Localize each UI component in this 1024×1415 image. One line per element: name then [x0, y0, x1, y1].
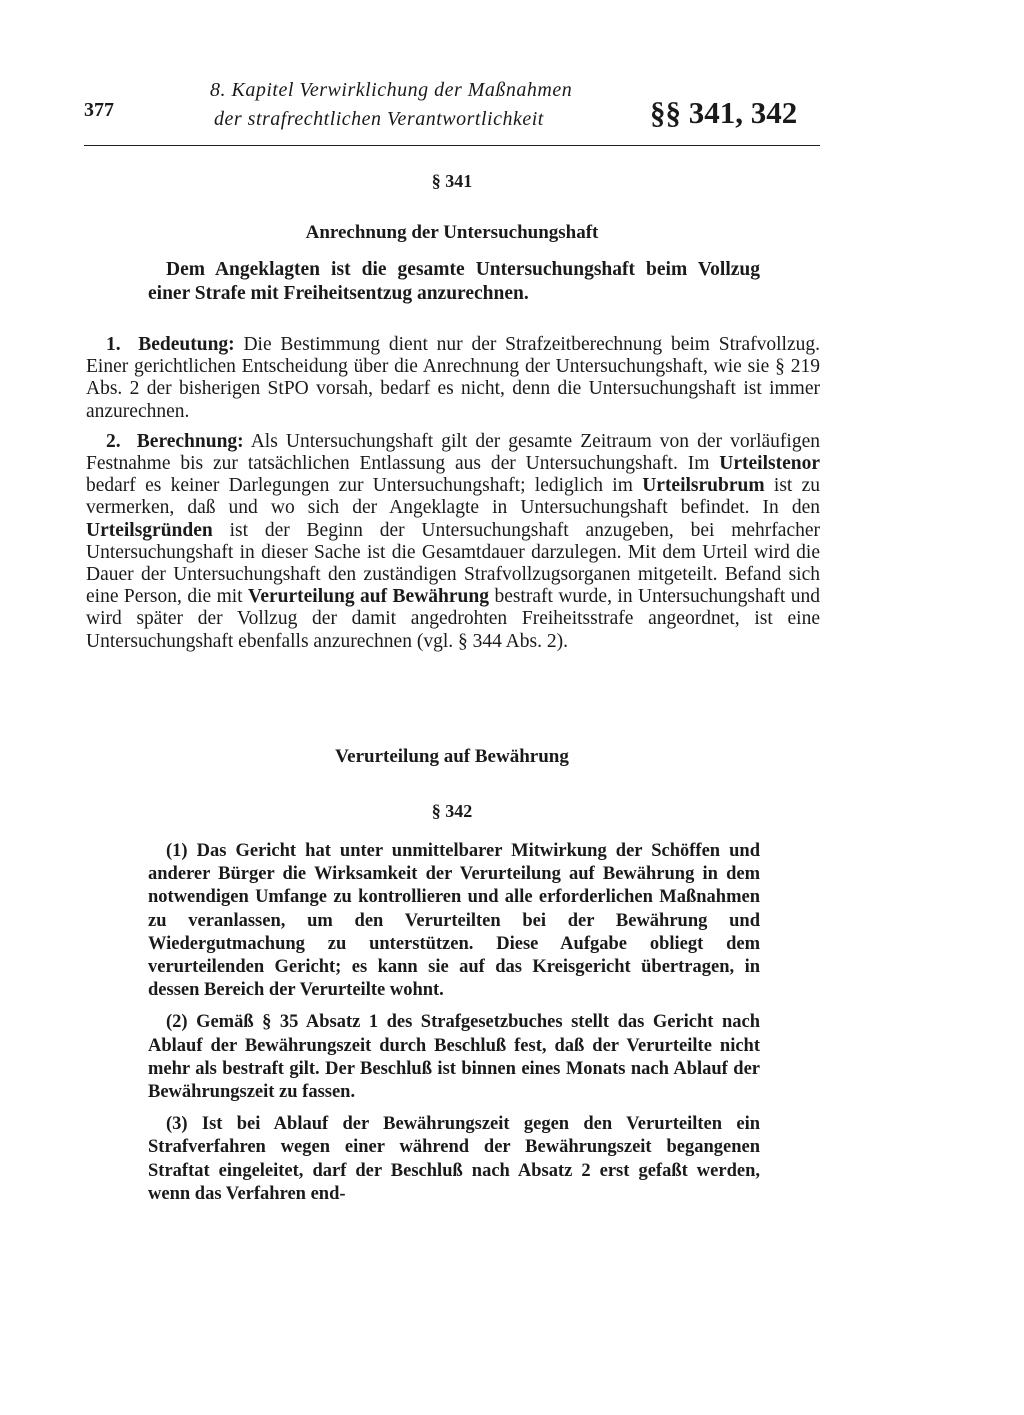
- commentary-term: Urteilsgründen: [86, 519, 213, 541]
- section-references: §§ 341, 342: [650, 95, 798, 130]
- chapter-title-line-1: 8. Kapitel Verwirklichung der Maßnahmen: [210, 79, 573, 101]
- commentary-number: 2.: [106, 430, 121, 452]
- section-341-commentary: [86, 334, 820, 653]
- commentary-heading: Berechnung:: [136, 430, 244, 452]
- chapter-header: [210, 76, 572, 134]
- section-341-law-text: [148, 258, 760, 306]
- commentary-text: Die Bestimmung dient nur der Strafzeitberechnung beim Strafvollzug. Einer gerichtlichen Entscheidung über die Anrechnung der Untersuchungshaft, wie sie § 219 Abs. 2 der bisherigen StPO vorsah, bedarf es nicht, denn die Untersuchungshaft ist immer anzurechnen.: [86, 334, 820, 422]
- law-paragraph-1: (1) Das Gericht hat unter unmittelbarer Mitwirkung der Schöffen und anderer Bürger die Wirksamkeit der Verurteilung auf Bewährung in dem notwendigen Umfange zu kontrollieren und alle erforderlichen Maßnahmen zu veranlassen, um den Verurteilten bei der Bewährung und Wiedergutmachung zu unterstützen. Diese Aufgabe obliegt dem verurteilenden Gericht; es kann sie auf das Kreisgericht übertragen, in dessen Bereich der Verurteilte wohnt.: [148, 841, 760, 1001]
- section-341-title: Anrechnung der Untersuchungshaft: [305, 222, 599, 243]
- commentary-term: Urteilstenor: [719, 453, 821, 475]
- commentary-heading: Bedeutung:: [138, 334, 235, 355]
- section-342-group-title: Verurteilung auf Bewährung: [335, 746, 569, 767]
- page-number: 377: [84, 99, 114, 121]
- commentary-text: ist der Beginn der Untersuchungshaft anzugeben, bei mehrfacher Untersuchungshaft in dieser Sache ist die Gesamtdauer darzulegen. Mit dem Urteil wird die Dauer der Untersuchungshaft den zuständigen Strafvollzugsorganen mitgeteilt. Befand sich eine Person, die mit: [86, 519, 821, 608]
- section-342-law-text: [148, 840, 760, 1206]
- commentary-text: bedarf es keiner Darlegungen zur Untersuchungshaft; lediglich im: [86, 475, 633, 497]
- commentary-number: 1.: [106, 334, 121, 355]
- header-divider: [84, 145, 820, 146]
- commentary-item-bedeutung: [86, 334, 820, 423]
- commentary-text: ist zu vermerken, daß und wo sich der Angeklagte in Untersuchungshaft befindet. In den: [86, 475, 821, 519]
- section-341-number: § 341: [431, 171, 473, 191]
- law-paragraph-2: (2) Gemäß § 35 Absatz 1 des Strafgesetzbuches stellt das Gericht nach Ablauf der Bewährungszeit durch Beschluß fest, daß der Verurteilte nicht mehr als bestraft gilt. Der Beschluß ist binnen eines Monats nach Ablauf der Bewährungszeit zu fassen.: [148, 1012, 760, 1103]
- section-342-number: § 342: [431, 801, 473, 821]
- chapter-title-line-2: der strafrechtlichen Verantwortlichkeit: [214, 108, 544, 130]
- commentary-item-berechnung: [86, 431, 820, 653]
- law-paragraph-3: (3) Ist bei Ablauf der Bewährungszeit gegen den Verurteilten ein Strafverfahren wegen einer während der Bewährungszeit begangenen Straftat eingeleitet, darf der Beschluß nach Absatz 2 erst gefaßt werden, wenn das Verfahren end-: [148, 1114, 760, 1204]
- commentary-text: bestraft wurde, in Untersuchungshaft und wird später der Vollzug der damit angedrohten Freiheitsstrafe angeordnet, ist eine Untersuchungshaft ebenfalls anzurechnen (vgl. § 344 Abs. 2).: [86, 586, 821, 652]
- commentary-text: Als Untersuchungshaft gilt der gesamte Zeitraum von der vorläufigen Festnahme bis zur tatsächlichen Entlassung aus der Untersuchungshaft. Im: [86, 430, 820, 475]
- commentary-term: Verurteilung auf Bewährung: [248, 586, 489, 608]
- commentary-term: Urteilsrubrum: [642, 475, 765, 497]
- section-341-law-paragraph: Dem Angeklagten ist die gesamte Untersuchungshaft beim Vollzug einer Strafe mit Freiheitsentzug anzurechnen.: [148, 259, 760, 304]
